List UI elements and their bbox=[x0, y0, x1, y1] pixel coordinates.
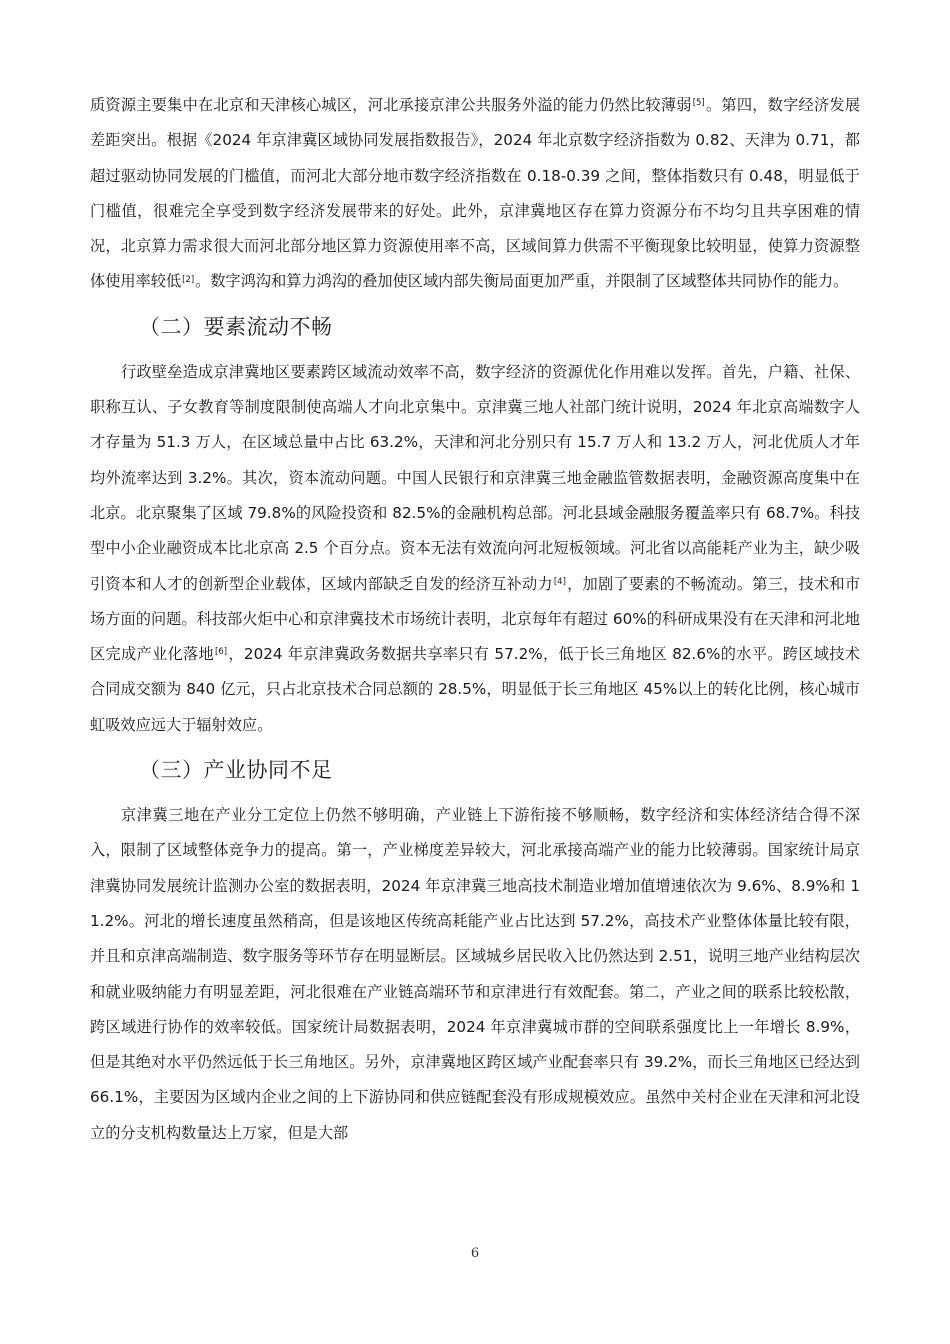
paragraph-text: ，2024 年京津冀政务数据共享率只有 57.2%，低于长三角地区 82.6%的水平。跨区域技术合同成交额为 840 亿元，只占北京技术合同总额的 28.5%，明显低于长三角地区 45%以上的转化比例，核心城市虹吸效应远大于辐射效应。 bbox=[90, 645, 860, 734]
paragraph-text: 行政壁垒造成京津冀地区要素跨区域流动效率不高，数字经济的资源优化作用难以发挥。首先，户籍、社保、职称互认、子女教育等制度限制使高端人才向北京集中。京津冀三地人社部门统计说明，2024 年北京高端数字人才存量为 51.3 万人，在区域总量中占比 63.2%，天津和河北分别只有 15.7 万人和 13.2 万人，河北优质人才年均外流率达到 3.2%。其次，资本流动问题。中国人民银行和京津冀三地金融监管数据表明，金融资源高度集中在北京。北京聚集了区域 79.8%的风险投资和 82.5%的金融机构总部。河北县域金融服务覆盖率只有 68.7%。科技型中小企业融资成本比北京高 2.5 个百分点。资本无法有效流向河北短板领域。河北省以高能耗产业为主，缺少吸引资本和人才的创新型企业载体，区域内部缺乏自发的经济互补动力 bbox=[90, 362, 860, 593]
citation-ref: [4] bbox=[553, 576, 566, 587]
paragraph-text: 。数字鸿沟和算力鸿沟的叠加使区域内部失衡局面更加严重，并限制了区域整体共同协作的能力。 bbox=[195, 272, 849, 291]
paragraph-text: 京津冀三地在产业分工定位上仍然不够明确，产业链上下游衔接不够顺畅，数字经济和实体经济结合得不深入，限制了区域整体竞争力的提高。第一，产业梯度差异较大，河北承接高端产业的能力比较薄弱。国家统计局京津冀协同发展统计监测办公室的数据表明，2024 年京津冀三地高技术制造业增加值增速依次为 9.6%、8.9%和 11.2%。河北的增长速度虽然稍高，但是该地区传统高耗能产业占比达到 57.2%，高技术产业整体体量比较有限，并且和京津高端制造、数字服务等环节存在明显断层。区域城乡居民收入比仍然达到 2.51，说明三地产业结构层次和就业吸纳能力有明显差距，河北很难在产业链高端环节和京津进行有效配套。第二，产业之间的联系比较松散，跨区域进行协作的效率较低。国家统计局数据表明，2024 年京津冀城市群的空间联系强度比上一年增长 8.9%，但是其绝对水平仍然远低于长三角地区。另外，京津冀地区跨区域产业配套率只有 39.2%，而长三角地区已经达到 66.1%，主要因为区域内企业之间的上下游协同和供应链配套没有形成规模效应。虽然中关村企业在天津和河北设立的分支机构数量达上万家，但是大部 bbox=[90, 806, 860, 1142]
paragraph-industry-synergy bbox=[90, 798, 860, 1151]
paragraph-text: 。第四，数字经济发展差距突出。根据《2024 年京津冀区域协同发展指数报告》，2024 年北京数字经济指数为 0.82、天津为 0.71，都超过驱动协同发展的门槛值，而河北大部分地市数字经济指数在 0.18-0.39 之间，整体指数只有 0.48，明显低于门槛值，很难完全享受到数字经济发展带来的好处。此外，京津冀地区存在算力资源分布不均匀且共享困难的情况，北京算力需求很大而河北部分地区算力资源使用率不高，区域间算力供需不平衡现象比较明显，使算力资源整体使用率较低 bbox=[90, 96, 861, 291]
page-body bbox=[90, 88, 860, 1151]
citation-ref: [2] bbox=[182, 274, 195, 285]
paragraph-text: 质资源主要集中在北京和天津核心城区，河北承接京津公共服务外溢的能力仍然比较薄弱 bbox=[90, 96, 692, 114]
page-number: 6 bbox=[470, 1246, 480, 1261]
citation-ref: [6] bbox=[215, 647, 228, 658]
paragraph-text: ，加剧了要素的不畅流动。第三，技术和市场方面的问题。科技部火炬中心和京津冀技术市场统计表明，北京每年有超过 60%的科研成果没有在天津和河北地区完成产业化落地 bbox=[90, 574, 861, 664]
paragraph-digital-gap bbox=[90, 88, 860, 300]
section-heading-factor-flow: （二）要素流动不畅 bbox=[139, 314, 333, 339]
section-heading-industry-synergy: （三）产业协同不足 bbox=[139, 758, 333, 783]
paragraph-factor-flow bbox=[90, 355, 860, 743]
citation-ref: [5] bbox=[692, 98, 705, 109]
